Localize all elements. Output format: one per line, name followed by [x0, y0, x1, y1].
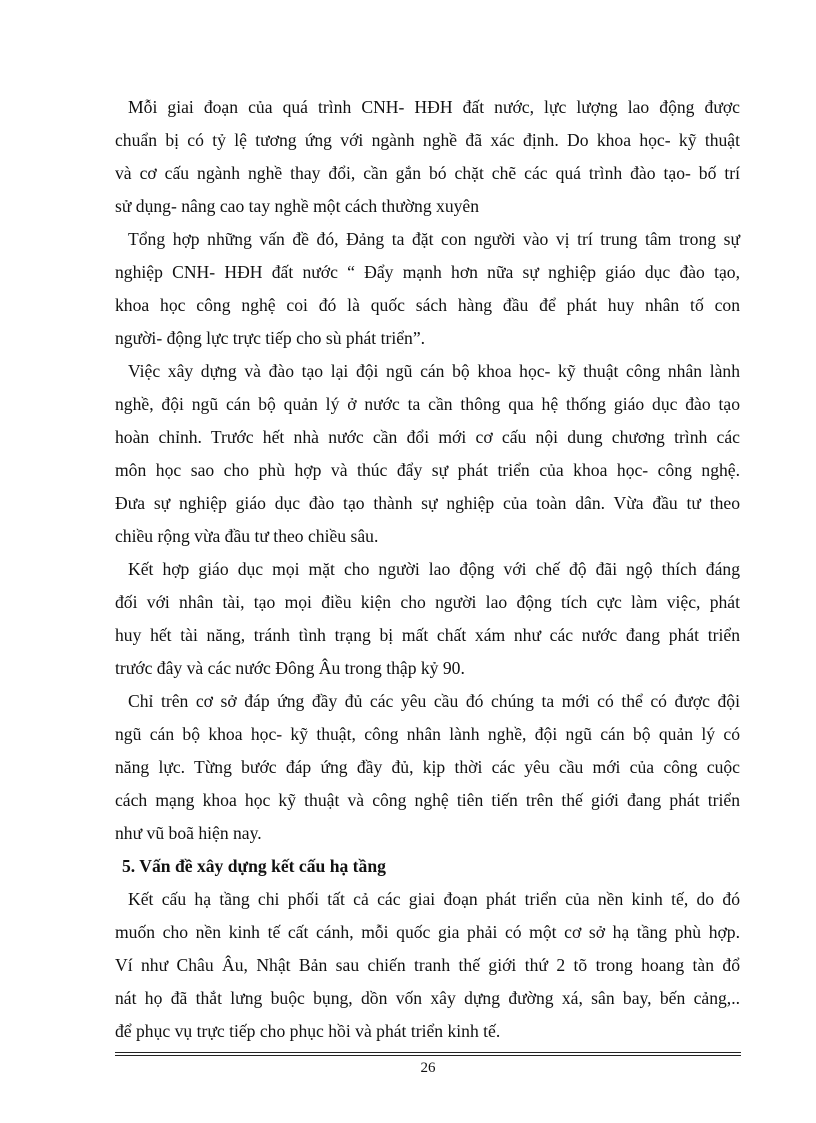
text-line: muốn cho nền kinh tế cất cánh, mỗi quốc gia phải có một cơ sở hạ tầng phù hợp.	[115, 922, 740, 942]
text-line: Kết hợp giáo dục mọi mặt cho người lao động với chế độ đãi ngộ thích đáng	[128, 559, 740, 579]
text-line: sử dụng- nâng cao tay nghề một cách thường xuyên	[115, 196, 480, 216]
text-line: năng lực. Từng bước đáp ứng đầy đủ, kịp thời các yêu cầu mới của công cuộc	[115, 757, 740, 777]
text-line: Kết cấu hạ tầng chi phối tất cả các giai đoạn phát triển của nền kinh tế, do đó	[128, 889, 740, 909]
text-line: nghề, đội ngũ cán bộ quản lý ở nước ta cần thông qua hệ thống giáo dục đào tạo	[115, 394, 740, 414]
text-line: Ví như Châu Âu, Nhật Bản sau chiến tranh thế giới thứ 2 tõ trong hoang tàn đổ	[115, 955, 740, 975]
text-line: ngũ cán bộ khoa học- kỹ thuật, công nhân lành nghề, đội ngũ cán bộ quản lý có	[115, 724, 740, 744]
text-line: Mỗi giai đoạn của quá trình CNH- HĐH đất nước, lực lượng lao động được	[128, 97, 740, 117]
text-line: để phục vụ trực tiếp cho phục hồi và phát triển kinh tế.	[115, 1021, 501, 1041]
text-line: người- động lực trực tiếp cho sù phát triển”.	[115, 328, 426, 348]
text-line: môn học sao cho phù hợp và thúc đẩy sự phát triển của khoa học- công nghệ.	[115, 460, 740, 480]
footer-rule	[115, 1055, 741, 1056]
text-line: hoàn chỉnh. Trước hết nhà nước cần đổi mới cơ cấu nội dung chương trình các	[115, 427, 740, 447]
text-line: đối với nhân tài, tạo mọi điều kiện cho người lao động tích cực làm việc, phát	[115, 592, 740, 612]
text-line: và cơ cấu ngành nghề thay đổi, cần gắn bó chặt chẽ các quá trình đào tạo- bố trí	[115, 163, 740, 183]
text-line: huy hết tài năng, tránh tình trạng bị mất chất xám như các nước đang phát triển	[115, 625, 740, 645]
text-line: Việc xây dựng và đào tạo lại đội ngũ cán bộ khoa học- kỹ thuật công nhân lành	[128, 361, 740, 381]
text-line: Tổng hợp những vấn đề đó, Đảng ta đặt con người vào vị trí trung tâm trong sự	[128, 229, 740, 249]
text-line: nghiệp CNH- HĐH đất nước “ Đẩy mạnh hơn nữa sự nghiệp giáo dục đào tạo,	[115, 262, 740, 282]
page-number: 26	[420, 1060, 436, 1076]
text-line: chiều rộng vừa đầu tư theo chiều sâu.	[115, 526, 379, 546]
text-line: Đưa sự nghiệp giáo dục đào tạo thành sự nghiệp của toàn dân. Vừa đầu tư theo	[115, 493, 740, 513]
footer-rule	[115, 1052, 741, 1053]
text-line: cách mạng khoa học kỹ thuật và công nghệ tiên tiến trên thế giới đang phát triển	[115, 790, 740, 810]
text-line: chuẩn bị có tỷ lệ tương ứng với ngành nghề đã xác định. Do khoa học- kỹ thuật	[115, 130, 740, 150]
text-line: nát họ đã thắt lưng buộc bụng, dồn vốn xây dựng đường xá, sân bay, bến cảng,..	[115, 988, 740, 1008]
text-line: trước đây và các nước Đông Âu trong thập kỷ 90.	[115, 658, 465, 678]
text-line: Chỉ trên cơ sở đáp ứng đầy đủ các yêu cầu đó chúng ta mới có thể có được đội	[128, 691, 740, 711]
section-heading: 5. Vấn đề xây dựng kết cấu hạ tầng	[122, 856, 386, 876]
text-line: khoa học công nghệ coi đó là quốc sách hàng đầu để phát huy nhân tố con	[115, 295, 740, 315]
text-line: như vũ boã hiện nay.	[115, 823, 262, 843]
